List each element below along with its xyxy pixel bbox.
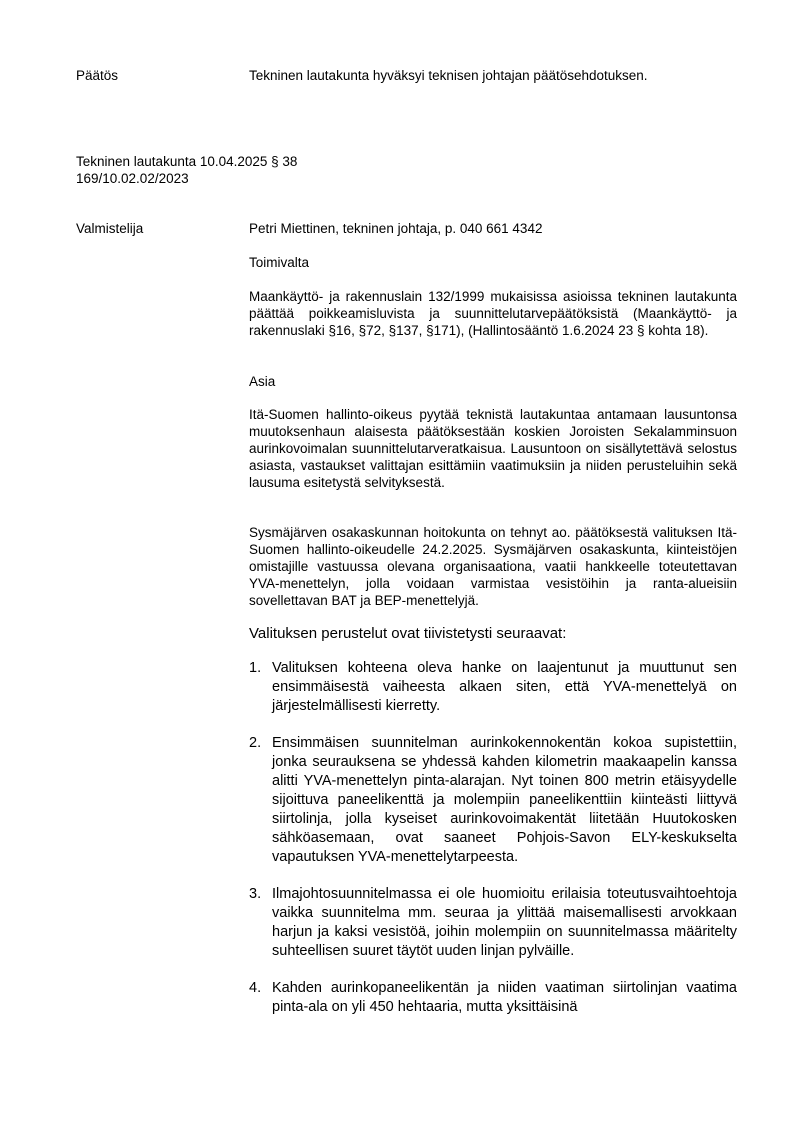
reasons-list xyxy=(249,659,737,1017)
reason-item xyxy=(249,885,737,961)
matter-text: Itä-Suomen hallinto-oikeus pyytää teknistä lautakuntaa antamaan lausuntonsa muutoksenhaun alaisesta päätöksestään koskien Joroisten Sekalamminsuon aurinkovoimalan suunnittelutarveratkaisua. Lausuntoon on sisällytettävä selostus asiasta, vastaukset valittajan esittämiin vaatimuksiin ja niiden perusteluihin sekä lausuma esitetystä selvityksestä. xyxy=(249,407,737,490)
reason-number: 2. xyxy=(249,735,262,751)
matter-heading: Asia xyxy=(249,374,276,389)
appeal-text: Sysmäjärven osakaskunnan hoitokunta on tehnyt ao. päätöksestä valituksen Itä-Suomen hallinto-oikeudelle 24.2.2025. Sysmäjärven osakaskunta, kiinteistöjen omistajille vastuussa olevana organisaationa, vaatii hankkeelle toteutettavan YVA-menettelyn, jolla voidaan varmistaa vesistöihin ja ranta-alueisiin sovellettavan BAT ja BEP-menettelyjä. xyxy=(249,525,737,608)
reason-number: 4. xyxy=(249,980,262,996)
reason-text: Kahden aurinkopaneelikentän ja niiden vaatiman siirtolinjan vaatima pinta-ala on yli 450 hehtaaria, mutta yksittäisinä xyxy=(272,980,737,1015)
reason-item xyxy=(249,734,737,867)
reason-number: 3. xyxy=(249,886,262,902)
reason-text: Valituksen kohteena oleva hanke on laajentunut ja muuttunut sen ensimmäisestä vaiheesta alkaen siten, että YVA-menettelyä on järjestelmällisesti kierretty. xyxy=(272,660,737,714)
authority-text: Maankäyttö- ja rakennuslain 132/1999 mukaisissa asioissa tekninen lautakunta päättää poikkeamisluvista ja suunnittelutarvepäätöksistä (Maankäyttö- ja rakennuslaki §16, §72, §137, §171), (Hallintosääntö 1.6.2024 23 § kohta 18). xyxy=(249,289,737,338)
decision-text: Tekninen lautakunta hyväksyi teknisen johtajan päätösehdotuksen. xyxy=(249,68,648,83)
reason-text: Ilmajohtosuunnitelmassa ei ole huomioitu erilaisia toteutusvaihtoehtoja vaikka suunnitelma mm. seuraa ja ylittää maisemallisesti arvokkaan harjun ja kaksi vesistöä, joihin molempiin on suunnitelmassa määritelty suhteellisen suuret täytöt uuden linjan pylväille. xyxy=(272,886,737,959)
reason-item xyxy=(249,979,737,1017)
reason-item xyxy=(249,659,737,716)
preparer-label: Valmistelija xyxy=(76,221,144,236)
preparer-name: Petri Miettinen, tekninen johtaja, p. 040 661 4342 xyxy=(249,221,543,236)
decision-label: Päätös xyxy=(76,68,119,83)
authority-heading: Toimivalta xyxy=(249,255,310,270)
reason-number: 1. xyxy=(249,660,262,676)
case-number: 169/10.02.02/2023 xyxy=(76,171,189,186)
meeting-line-1: Tekninen lautakunta 10.04.2025 § 38 xyxy=(76,154,298,169)
reason-text: Ensimmäisen suunnitelman aurinkokennokentän kokoa supistettiin, jonka seurauksena se yhdessä kahden kilometrin maakaapelin kanssa alitti YVA-menettelyn pinta-alarajan. Nyt toinen 800 metrin etäisyydelle sijoittuva paneelikenttä ja molempiin paneelikenttiin kiinteästi liittyvä siirtolinja, jolla kyseiset aurinkovoimakentät liitetään Huutokosken sähköasemaan, ovat saaneet Pohjois-Savon ELY-keskukselta vapautuksen YVA-menettelytarpeesta. xyxy=(272,735,737,865)
reasons-intro: Valituksen perustelut ovat tiivistetysti seuraavat: xyxy=(249,625,567,642)
